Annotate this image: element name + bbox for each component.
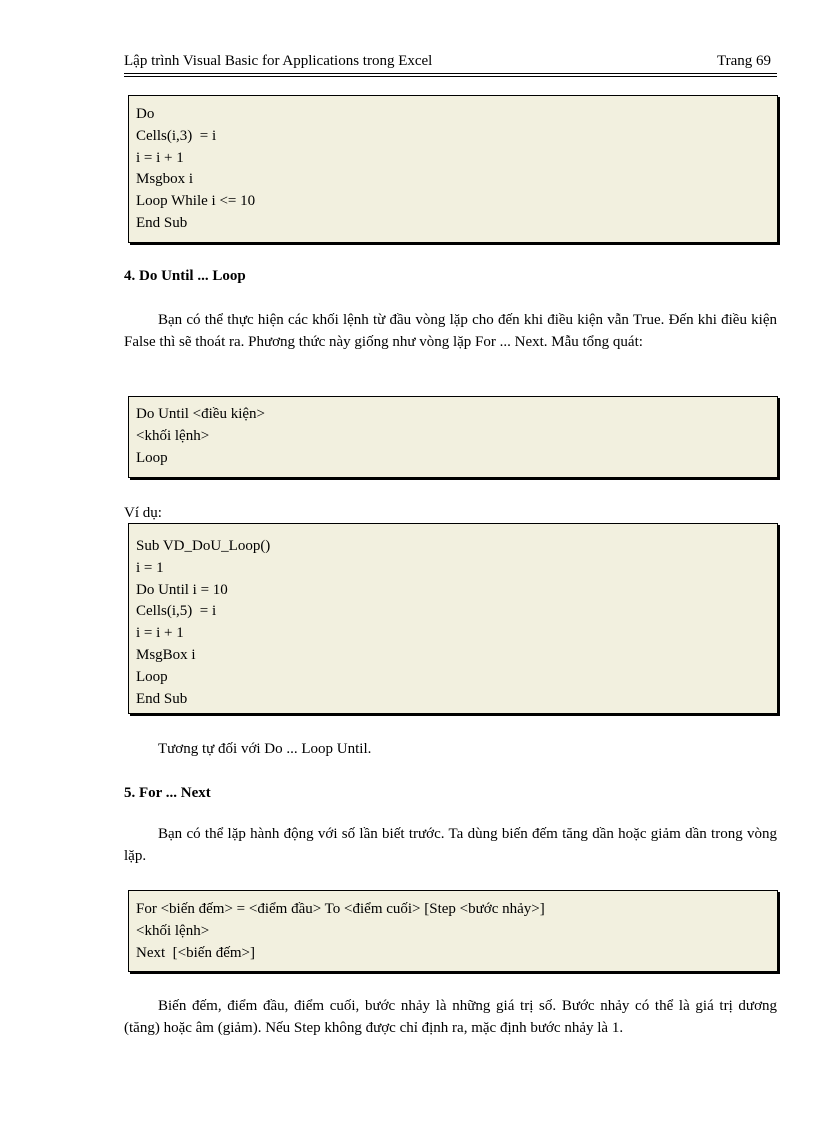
code-line: Cells(i,3) = i	[136, 127, 217, 144]
code-line: Cells(i,5) = i	[136, 603, 217, 620]
code-line: <khối lệnh>	[136, 427, 210, 444]
code-line: Next [<biến đếm>]	[136, 944, 255, 961]
code-line: Loop	[136, 449, 168, 466]
code-block-do-until-template	[128, 396, 778, 478]
paragraph-text: Bạn có thể lặp hành động với số lần biết trước. Ta dùng biến đếm tăng dần hoặc giảm dần trong vòng lặp.	[124, 826, 777, 864]
code-line: Loop	[136, 668, 168, 685]
code-line: Loop While i <= 10	[136, 193, 256, 210]
closing-paragraph	[124, 996, 777, 1039]
paragraph-text: Biến đếm, điểm đầu, điểm cuối, bước nhảy là những giá trị số. Bước nhảy có thể là giá trị dương (tăng) hoặc âm (giảm). Nếu Step không được chỉ định ra, mặc định bước nhảy là 1.	[124, 998, 777, 1036]
similar-note: Tương tự đối với Do ... Loop Until.	[158, 741, 372, 757]
header-rule-bottom	[124, 76, 777, 77]
section-heading-do-until: 4. Do Until ... Loop	[124, 268, 246, 284]
code-line: Do	[136, 106, 155, 122]
header-rule-top	[124, 73, 777, 74]
header-page-number: Trang 69	[716, 53, 771, 69]
header-title: Lập trình Visual Basic for Applications trong Excel	[124, 53, 433, 69]
section-heading-for-next: 5. For ... Next	[124, 785, 211, 801]
code-line: Sub VD_DoU_Loop()	[136, 538, 271, 554]
code-line: <khối lệnh>	[136, 922, 210, 939]
section-4-paragraph	[124, 310, 777, 353]
code-block-for-next-template	[128, 890, 778, 972]
example-label: Ví dụ:	[124, 505, 162, 521]
code-line: For <biến đếm> = <điểm đầu> To <điểm cuối> [Step <bước nhảy>]	[136, 901, 545, 917]
paragraph-text: Bạn có thể thực hiện các khối lệnh từ đầu vòng lặp cho đến khi điều kiện vẫn True. Đến khi điều kiện False thì sẽ thoát ra. Phương thức này giống như vòng lặp For ... Next. Mẫu tổng quát:	[124, 312, 777, 350]
page-header	[124, 50, 777, 72]
code-line: i = 1	[136, 559, 164, 576]
code-block-do-until-example	[128, 523, 778, 714]
section-5-paragraph	[124, 824, 777, 867]
code-line: i = i + 1	[136, 149, 184, 166]
code-line: MsgBox i	[136, 646, 196, 663]
code-line: End Sub	[136, 214, 188, 231]
code-line: Msgbox i	[136, 171, 194, 188]
code-line: End Sub	[136, 690, 188, 707]
code-block-do-loop-while	[128, 95, 778, 243]
code-line: Do Until i = 10	[136, 581, 228, 598]
code-line: Do Until <điều kiện>	[136, 406, 265, 422]
code-line: i = i + 1	[136, 625, 184, 642]
